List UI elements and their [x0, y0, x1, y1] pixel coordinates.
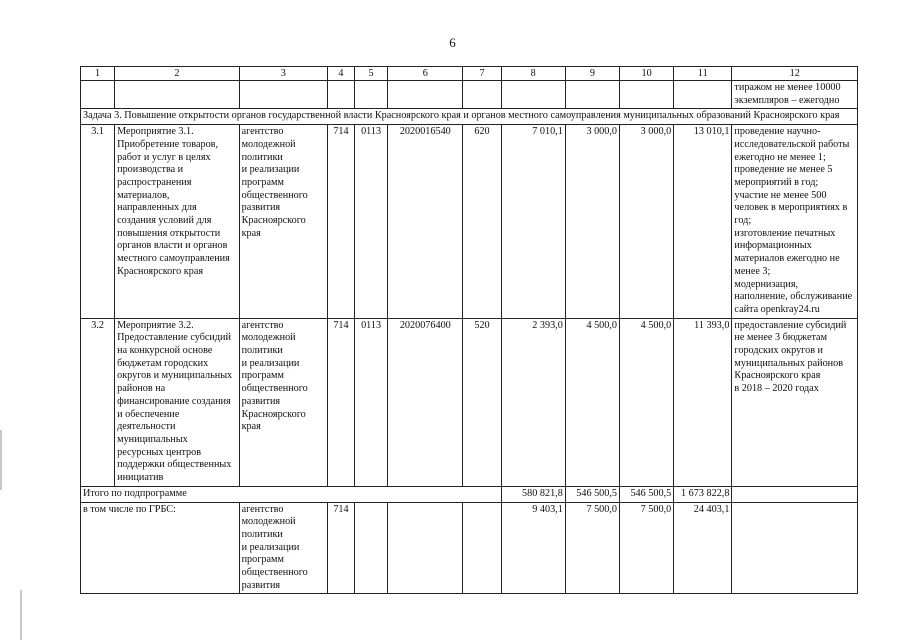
page-number: 6: [449, 35, 456, 50]
header-row: [81, 67, 858, 81]
grbs-2020: 7 500,0: [620, 502, 674, 594]
amount-total: 13 010,1: [674, 125, 732, 319]
header-cell: 2: [115, 67, 239, 81]
table-row: [81, 318, 858, 486]
task-row: [81, 109, 858, 125]
header-cell: 3: [239, 67, 327, 81]
target-article-code: 2020016540: [388, 125, 463, 319]
grbs-total: 24 403,1: [674, 502, 732, 594]
header-cell: 9: [565, 67, 619, 81]
amount-2018: 2 393,0: [501, 318, 565, 486]
task-heading: Задача 3. Повышение открытости органов государственной власти Красноярского края и органов местного самоуправления муниципальных образований Красноярского края: [81, 109, 858, 125]
grbs-2019: 7 500,0: [565, 502, 619, 594]
subprogram-table: [80, 66, 858, 594]
target-article-code: 2020076400: [388, 318, 463, 486]
expected-result: предоставление субсидий не менее 3 бюджетам городских округов и муниципальных районов Красноярского края в 2018 – 2020 годах: [732, 318, 858, 486]
section-code: 0113: [355, 125, 388, 319]
continuation-row: [81, 81, 858, 109]
table-row: [81, 125, 858, 319]
grbs-2018: 9 403,1: [501, 502, 565, 594]
header-cell: 12: [732, 67, 858, 81]
expense-type-code: 620: [463, 125, 501, 319]
amount-total: 11 393,0: [674, 318, 732, 486]
total-2018: 580 821,8: [501, 486, 565, 502]
section-code: 0113: [355, 318, 388, 486]
agency-name: агентство молодежной политики и реализации программ общественного развития Красноярского края: [239, 318, 327, 486]
continuation-result-cell: тиражом не менее 10000 экземпляров – ежегодно: [732, 81, 858, 109]
amount-2019: 3 000,0: [565, 125, 619, 319]
total-2019: 546 500,5: [565, 486, 619, 502]
grbs-row: [81, 502, 858, 594]
total-row: [81, 486, 858, 502]
total-label: Итого по подпрограмме: [81, 486, 502, 502]
header-cell: 6: [388, 67, 463, 81]
grbs-agency: агентство молодежной политики и реализации программ общественного развития: [239, 502, 327, 594]
scan-edge-mark: [0, 430, 2, 490]
amount-2020: 3 000,0: [620, 125, 674, 319]
expected-result: проведение научно- исследовательской работы ежегодно не менее 1; проведение не менее 5 мероприятий в год; участие не менее 500 человек в мероприятиях в год; изготовление печатных информационных материалов ежегодно не менее 3; модернизация, наполнение, обслуживание сайта openkray24.ru: [732, 125, 858, 319]
header-cell: 1: [81, 67, 115, 81]
total-sum: 1 673 822,8: [674, 486, 732, 502]
total-2020: 546 500,5: [620, 486, 674, 502]
header-cell: 8: [501, 67, 565, 81]
scan-edge-mark: [20, 590, 22, 640]
expense-type-code: 520: [463, 318, 501, 486]
grbs-code: 714: [327, 318, 354, 486]
row-number: 3.2: [81, 318, 115, 486]
grbs-code: 714: [327, 502, 354, 594]
header-cell: 11: [674, 67, 732, 81]
header-cell: 5: [355, 67, 388, 81]
amount-2018: 7 010,1: [501, 125, 565, 319]
grbs-code: 714: [327, 125, 354, 319]
header-cell: 10: [620, 67, 674, 81]
header-cell: 7: [463, 67, 501, 81]
activity-name: Мероприятие 3.2. Предоставление субсидий на конкурсной основе бюджетам городских округов и муниципальных районов на финансирование создания и обеспечение деятельности муниципальных ресурсных центров поддержки общественных инициатив: [115, 318, 239, 486]
agency-name: агентство молодежной политики и реализации программ общественного развития Красноярского края: [239, 125, 327, 319]
row-number: 3.1: [81, 125, 115, 319]
grbs-label: в том числе по ГРБС:: [81, 502, 240, 594]
header-cell: 4: [327, 67, 354, 81]
amount-2020: 4 500,0: [620, 318, 674, 486]
amount-2019: 4 500,0: [565, 318, 619, 486]
activity-name: Мероприятие 3.1. Приобретение товаров, работ и услуг в целях производства и распространения материалов, направленных для создания условий для повышения открытости органов власти и органов местного самоуправления Красноярского края: [115, 125, 239, 319]
